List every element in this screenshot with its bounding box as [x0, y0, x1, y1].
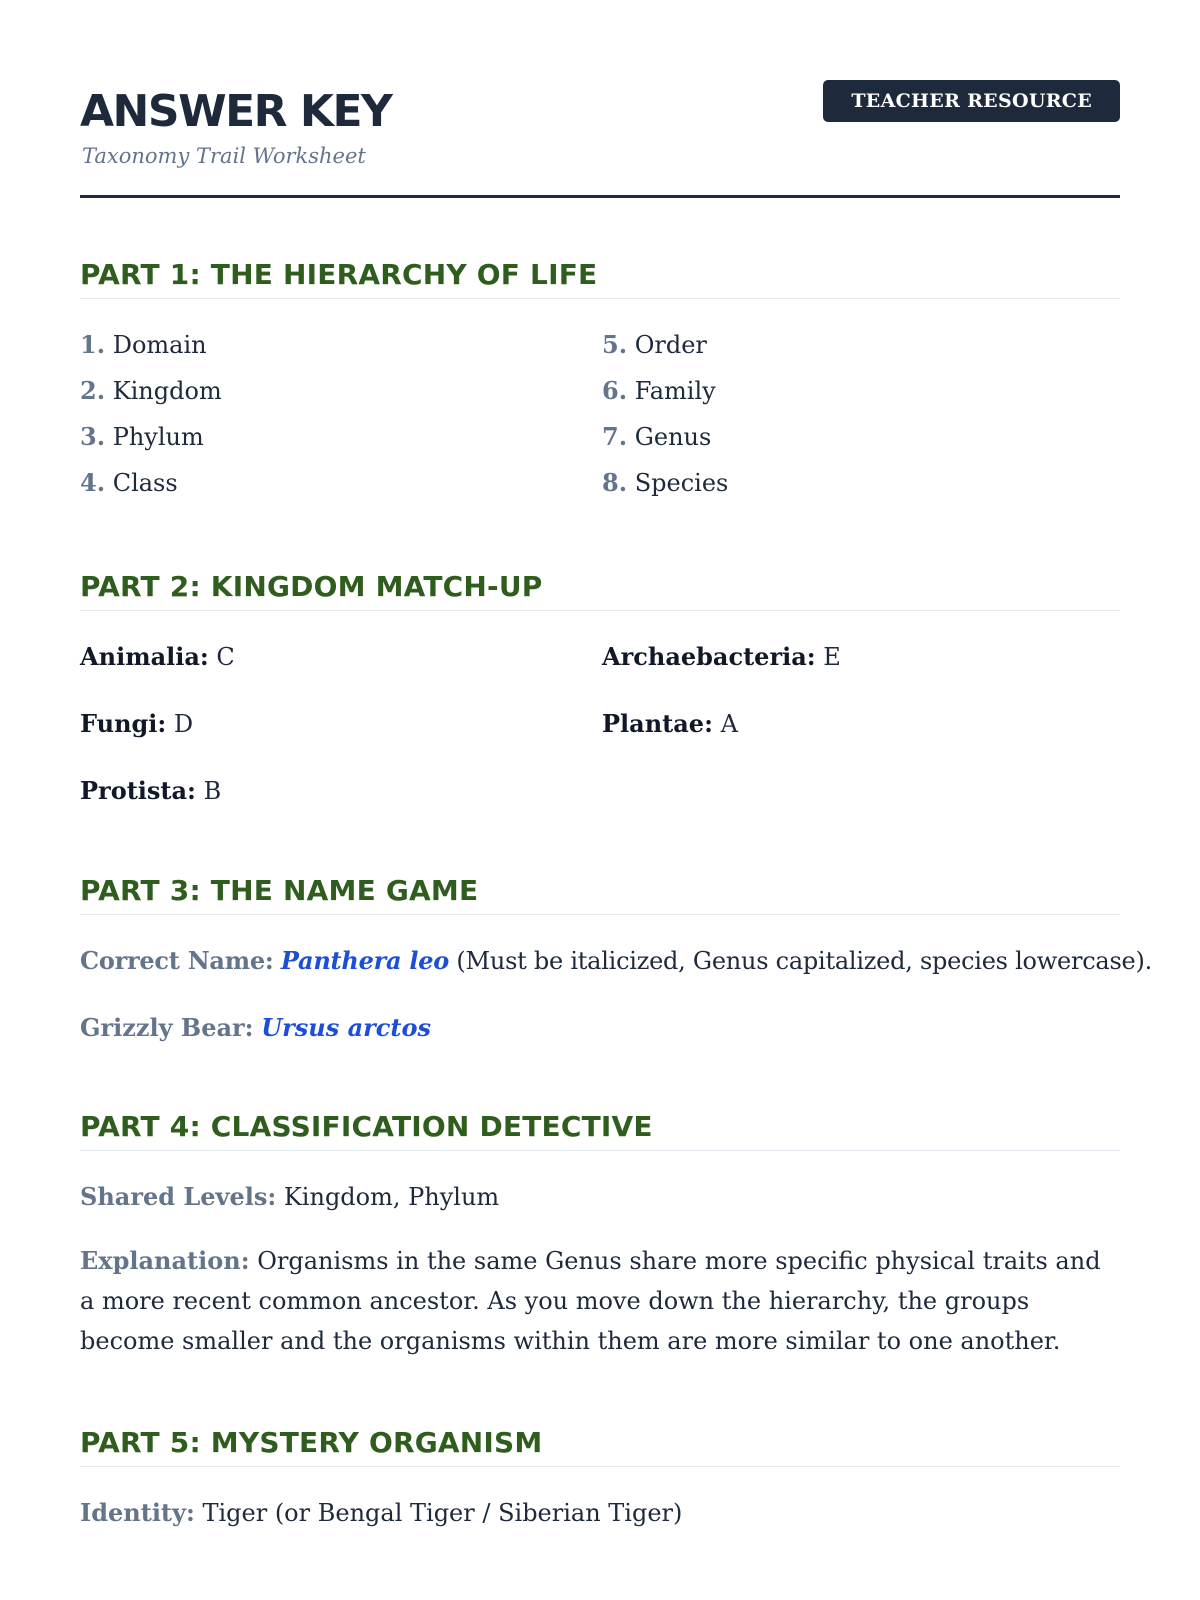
grizzly-bear-value: Ursus arctos [261, 1013, 432, 1042]
list-item-number: 5. [602, 330, 628, 359]
shared-levels-line [80, 1182, 500, 1211]
correct-name-label: Correct Name: [80, 946, 274, 975]
list-item-number: 6. [602, 376, 628, 405]
list-item-number: 2. [80, 376, 106, 405]
list-item-label: Domain [112, 331, 207, 359]
grizzly-bear-line [80, 1013, 432, 1042]
list-item [80, 376, 222, 405]
list-item-label: Order [634, 331, 707, 359]
match-item [602, 709, 738, 738]
match-item [80, 642, 235, 671]
list-item-label: Phylum [112, 423, 204, 451]
part5-title: PART 5: MYSTERY ORGANISM [80, 1426, 1120, 1467]
identity-label: Identity: [80, 1498, 195, 1527]
list-item-label: Class [112, 469, 178, 497]
list-item [602, 330, 707, 359]
match-label: Protista: [80, 776, 196, 805]
part3-title: PART 3: THE NAME GAME [80, 874, 1120, 915]
match-answer: B [203, 777, 222, 805]
list-item-label: Kingdom [112, 377, 222, 405]
list-item-label: Family [634, 377, 716, 405]
correct-name-value: Panthera leo [280, 946, 450, 975]
shared-levels-label: Shared Levels: [80, 1182, 277, 1211]
teacher-resource-badge: TEACHER RESOURCE [823, 80, 1120, 122]
part4-title: PART 4: CLASSIFICATION DETECTIVE [80, 1110, 1120, 1151]
explanation-label: Explanation: [80, 1246, 250, 1275]
list-item [80, 468, 178, 497]
match-item [80, 709, 194, 738]
explanation-paragraph [80, 1241, 1120, 1361]
part5-section [80, 1426, 1120, 1527]
grizzly-bear-label: Grizzly Bear: [80, 1013, 254, 1042]
list-item [80, 422, 204, 451]
match-answer: E [823, 643, 841, 671]
match-label: Animalia: [80, 642, 209, 671]
part2-title: PART 2: KINGDOM MATCH-UP [80, 570, 1120, 611]
correct-name-line [80, 946, 1152, 975]
part1-title: PART 1: THE HIERARCHY OF LIFE [80, 258, 1120, 299]
part4-section [80, 1110, 1120, 1355]
match-label: Plantae: [602, 709, 713, 738]
identity-value: Tiger (or Bengal Tiger / Siberian Tiger) [202, 1499, 683, 1527]
header [80, 80, 1120, 198]
correct-name-note: (Must be italicized, Genus capitalized, species lowercase). [456, 947, 1152, 975]
list-item-number: 4. [80, 468, 106, 497]
list-item-number: 1. [80, 330, 106, 359]
identity-line [80, 1498, 683, 1527]
match-answer: A [720, 710, 738, 738]
match-answer: C [216, 643, 235, 671]
list-item-number: 7. [602, 422, 628, 451]
page-title: ANSWER KEY [80, 86, 392, 137]
match-item [602, 642, 841, 671]
part1-section [80, 258, 1120, 497]
list-item-label: Species [634, 469, 729, 497]
list-item-number: 8. [602, 468, 628, 497]
match-answer: D [173, 710, 194, 738]
match-label: Archaebacteria: [602, 642, 816, 671]
explanation-text: Organisms in the same Genus share more specific physical traits and a more recent common ancestor. As you move down the hierarchy, the groups become smaller and the organisms within them are more similar to one another. [80, 1247, 1101, 1355]
match-label: Fungi: [80, 709, 167, 738]
list-item-number: 3. [80, 422, 106, 451]
list-item-label: Genus [634, 423, 712, 451]
list-item [602, 376, 716, 405]
part3-section [80, 874, 1152, 1042]
page-subtitle: Taxonomy Trail Worksheet [82, 144, 366, 168]
list-item [80, 330, 207, 359]
list-item [602, 422, 712, 451]
match-item [80, 776, 222, 805]
shared-levels-value: Kingdom, Phylum [283, 1183, 500, 1211]
list-item [602, 468, 729, 497]
part2-section [80, 570, 1120, 805]
